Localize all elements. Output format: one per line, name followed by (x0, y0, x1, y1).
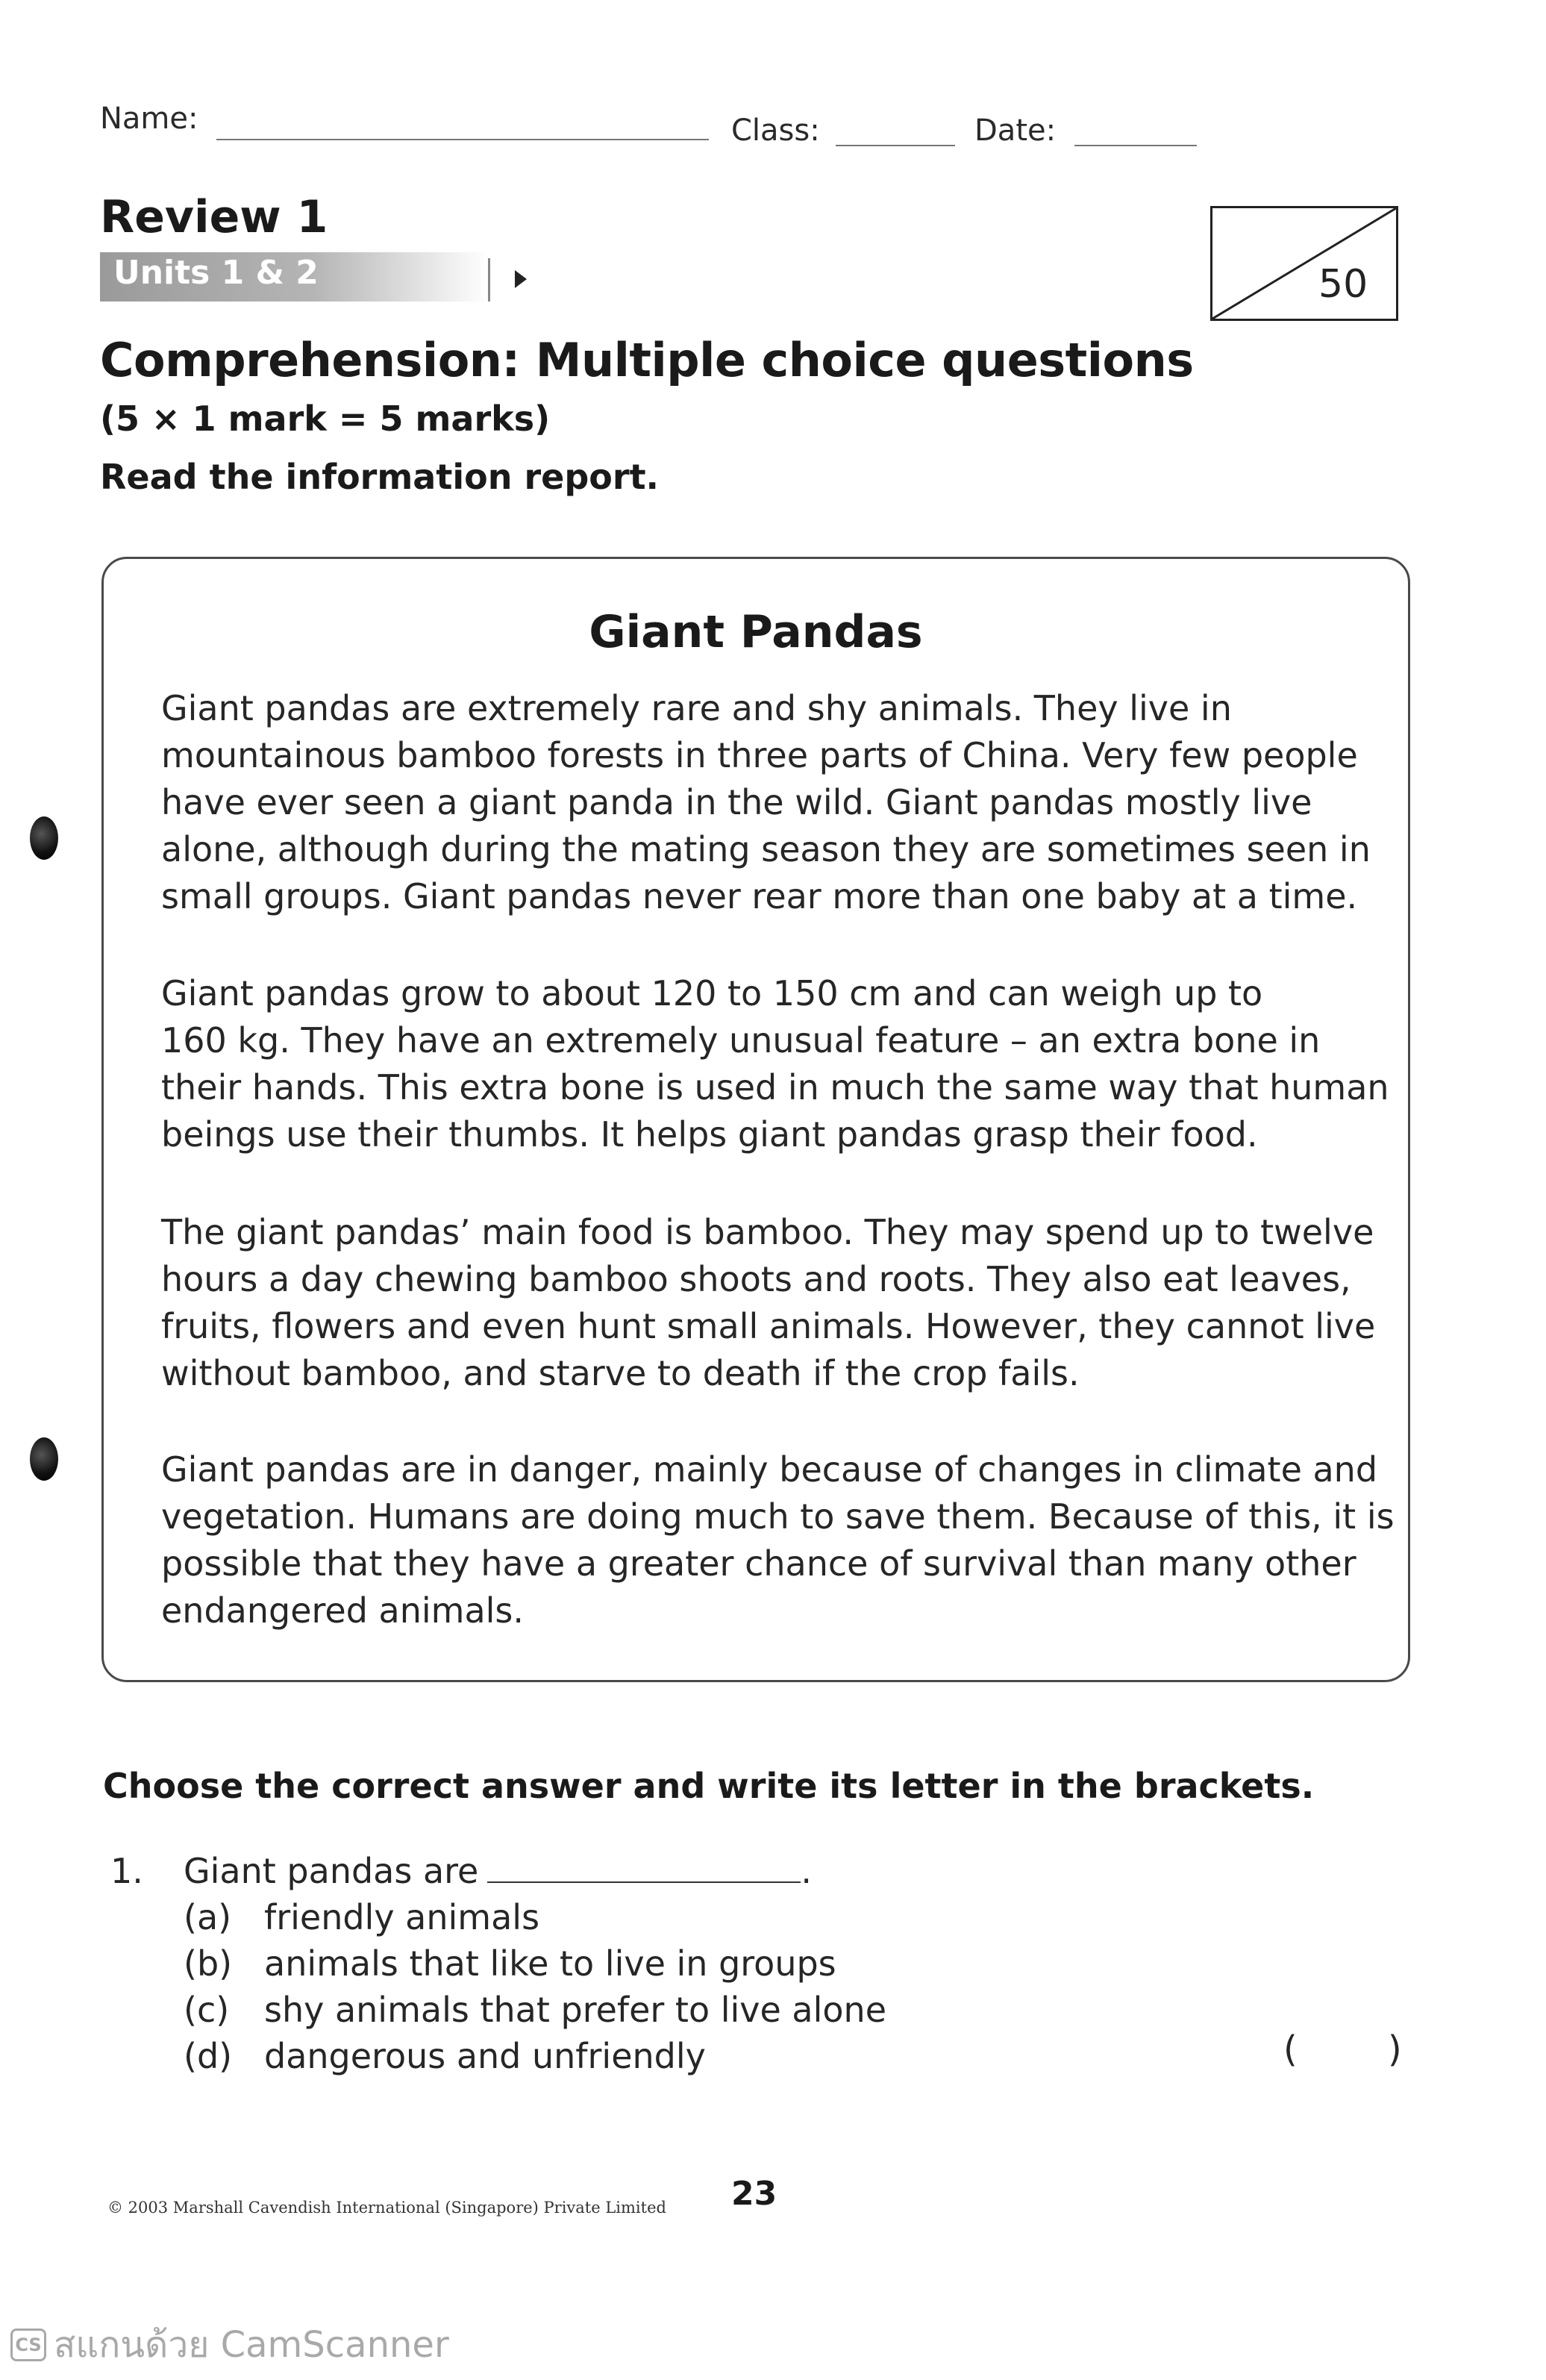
score-box[interactable] (1210, 206, 1398, 321)
units-band-divider (488, 258, 490, 302)
camscanner-text: สแกนด้วย CamScanner (54, 2324, 449, 2366)
report-line: fruits, flowers and even hunt small animals. However, they cannot live (161, 1306, 1376, 1346)
option-letter: (c) (184, 1990, 230, 2030)
question-stem-text: Giant pandas are (184, 1851, 479, 1891)
class-line[interactable] (836, 145, 955, 146)
units-label: Units 1 & 2 (113, 254, 319, 292)
punch-hole (30, 1437, 58, 1481)
option-text: shy animals that prefer to live alone (264, 1990, 886, 2030)
camscanner-logo-icon: CS (10, 2329, 46, 2361)
punch-hole (30, 816, 58, 860)
report-paragraph (161, 1446, 1395, 1634)
report-line: vegetation. Humans are doing much to save them. Because of this, it is (161, 1496, 1395, 1537)
report-line: Giant pandas are extremely rare and shy animals. They live in (161, 688, 1232, 728)
report-line: Giant pandas grow to about 120 to 150 cm and can weigh up to (161, 973, 1263, 1013)
option-text: animals that like to live in groups (264, 1943, 836, 1984)
class-label: Class: (731, 113, 820, 148)
answer-bracket-open: ( (1283, 2028, 1298, 2070)
report-line: their hands. This extra bone is used in much the same way that human (161, 1067, 1389, 1108)
option-letter: (b) (184, 1943, 233, 1984)
answer-blank[interactable] (487, 1881, 801, 1883)
report-line: possible that they have a greater chance of survival than many other (161, 1543, 1356, 1584)
report-line: 160 kg. They have an extremely unusual feature – an extra bone in (161, 1020, 1321, 1061)
review-title: Review 1 (100, 191, 328, 243)
score-diagonal (1212, 208, 1396, 319)
answer-bracket-space[interactable] (1307, 2030, 1382, 2072)
report-line: Giant pandas are in danger, mainly because of changes in climate and (161, 1449, 1378, 1490)
report-line: alone, although during the mating season they are sometimes seen in (161, 829, 1371, 869)
date-line[interactable] (1074, 145, 1197, 146)
camscanner-watermark (10, 2317, 449, 2373)
question-instruction: Choose the correct answer and write its letter in the brackets. (103, 1766, 1315, 1806)
report-line: mountainous bamboo forests in three parts of China. Very few people (161, 735, 1358, 775)
report-line: hours a day chewing bamboo shoots and roots. They also eat leaves, (161, 1259, 1351, 1299)
report-paragraph (161, 1209, 1375, 1397)
units-band (100, 252, 488, 302)
read-instruction: Read the information report. (100, 457, 660, 497)
answer-bracket-close: ) (1388, 2028, 1402, 2070)
marks-info: (5 × 1 mark = 5 marks) (100, 399, 551, 439)
date-label: Date: (974, 113, 1057, 148)
report-line: beings use their thumbs. It helps giant pandas grasp their food. (161, 1114, 1258, 1155)
report-line: endangered animals. (161, 1590, 525, 1631)
name-label: Name: (100, 101, 198, 136)
option-a[interactable] (184, 1897, 886, 1943)
section-title: Comprehension: Multiple choice questions (100, 333, 1194, 387)
report-line: without bamboo, and starve to death if the crop fails. (161, 1353, 1080, 1393)
page-number: 23 (731, 2175, 777, 2213)
arrow-right-icon (515, 270, 527, 288)
option-text: dangerous and unfriendly (264, 2036, 706, 2076)
question-stem (184, 1851, 812, 1891)
report-line: small groups. Giant pandas never rear more than one baby at a time. (161, 876, 1358, 916)
name-line[interactable] (216, 139, 709, 140)
option-text: friendly animals (264, 1897, 540, 1937)
report-line: The giant pandas’ main food is bamboo. They may spend up to twelve (161, 1212, 1374, 1252)
option-b[interactable] (184, 1943, 886, 1990)
report-line: have ever seen a giant panda in the wild. Giant pandas mostly live (161, 782, 1312, 822)
question-number: 1. (110, 1851, 143, 1891)
options-list (184, 1897, 886, 2082)
option-d[interactable] (184, 2036, 886, 2082)
option-letter: (a) (184, 1897, 232, 1937)
score-total: 50 (1318, 262, 1368, 307)
report-title: Giant Pandas (589, 606, 923, 658)
question-stem-end: . (801, 1851, 812, 1891)
option-c[interactable] (184, 1990, 886, 2036)
report-paragraph (161, 970, 1389, 1158)
report-paragraph (161, 685, 1371, 920)
option-letter: (d) (184, 2036, 233, 2076)
copyright-notice: © 2003 Marshall Cavendish International (Singapore) Private Limited (107, 2199, 666, 2217)
